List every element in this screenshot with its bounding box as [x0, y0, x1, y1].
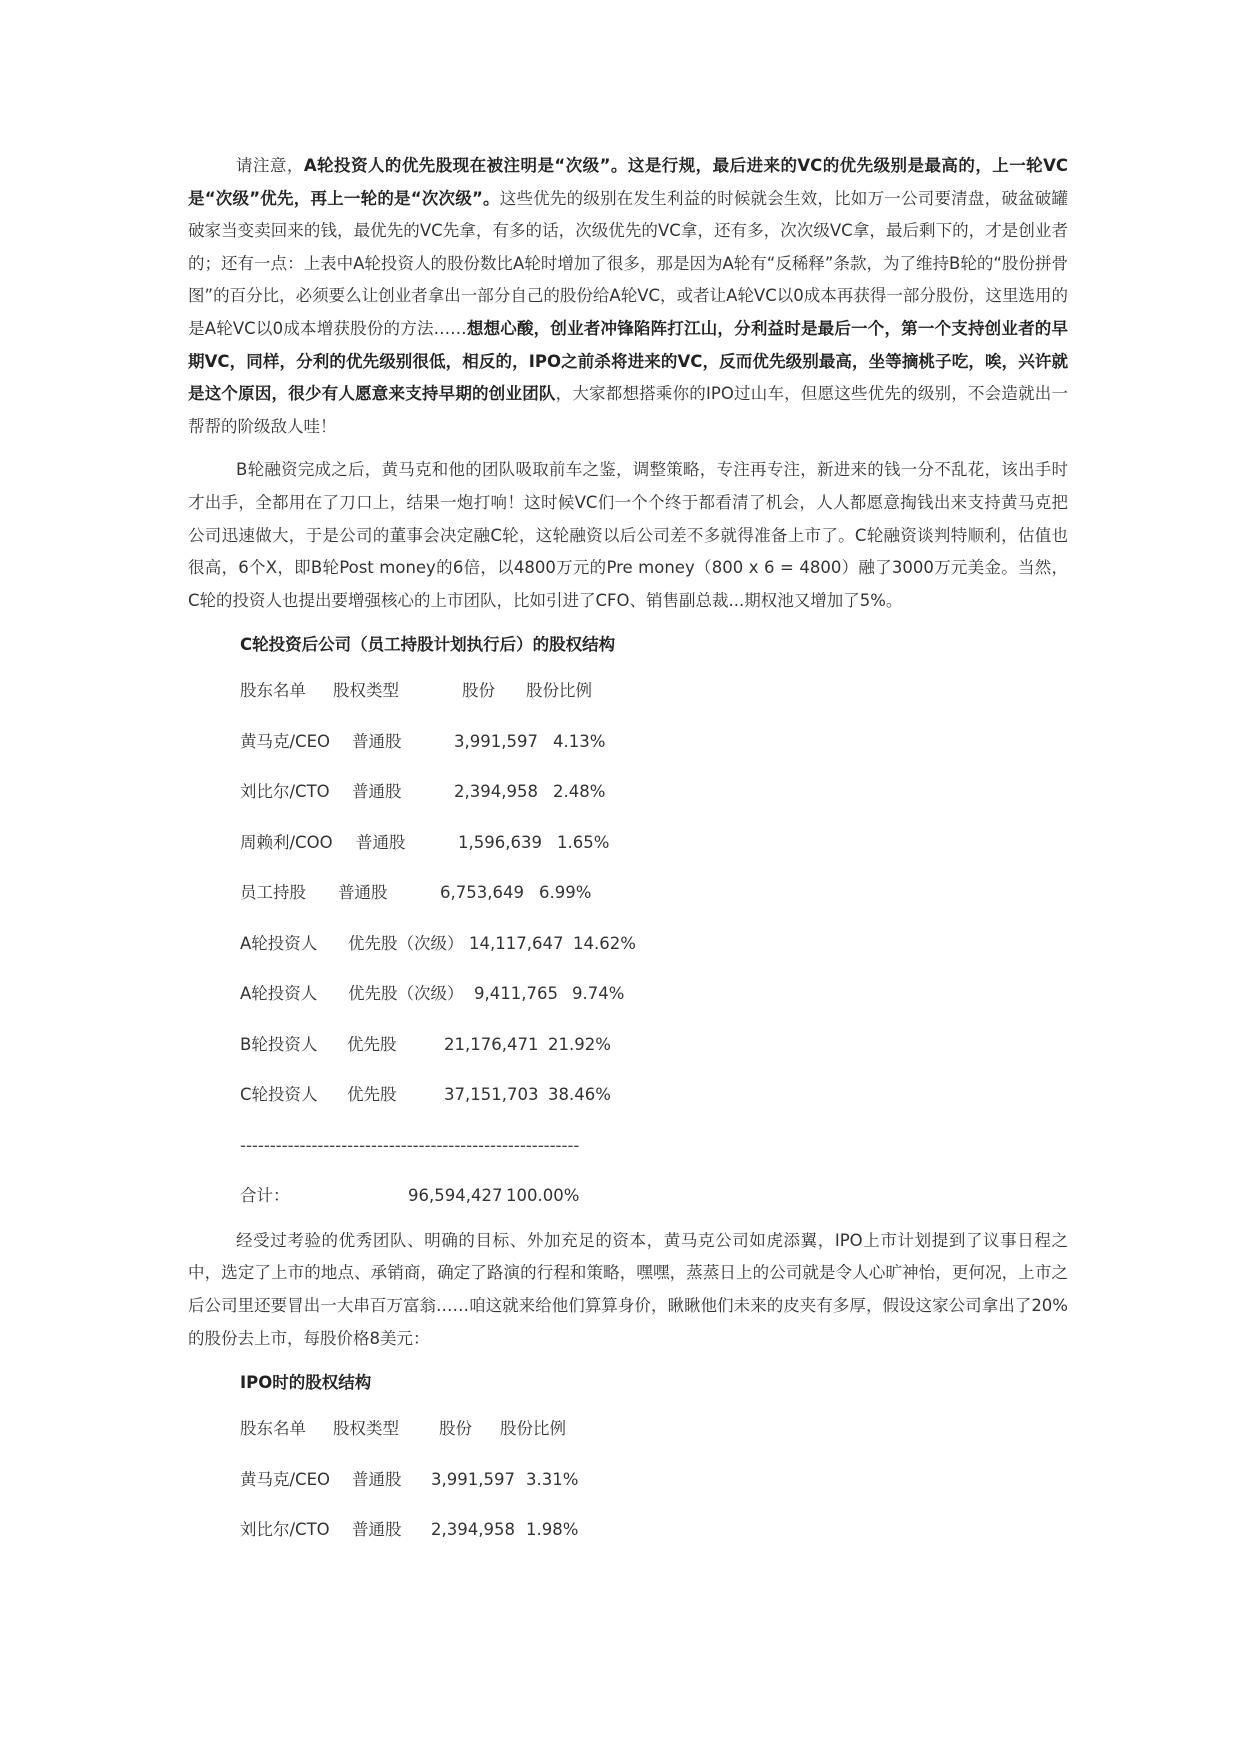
bold-text: A轮投资人的优先股现在被注明是“次级”。这是行规，最后进来的VC的优先级别是最高的，上一轮VC是“次级”优先，再上一轮的是“次次级”。: [188, 156, 1069, 208]
cell-type: 优先股（次级）: [348, 984, 464, 1004]
table-divider: [240, 1114, 1068, 1165]
paragraph-ipo-plan: 经受过考验的优秀团队、明确的目标、外加充足的资本，黄马克公司如虎添翼，IPO上市计划提到了议事日程之中，选定了上市的地点、承销商，确定了路演的行程和策略，嘿嘿，蒸蒸日上的公司就是令人心旷神怡，更何况，上市之后公司里还要冒出一大串百万富翁……咱这就来给他们算算身价，瞅瞅他们未来的皮夹有多厚，假设这家公司拿出了20%的股份去上市，每股价格8美元：: [188, 1230, 1068, 1348]
cell-holder: 黄马克/CEO: [240, 731, 330, 751]
paragraph-text: ，大家都想搭乘你的IPO过山车，但愿这些优先的级别，不会造就出一帮帮的阶级敌人哇！: [188, 384, 1069, 436]
paragraph-text: 这些优先的级别在发生利益的时候就会生效，比如万一公司要清盘，破盆破罐破家当变卖回来的钱，最优先的VC先拿，有多的话，次级优先的VC拿，还有多，次次级VC拿，最后剩下的，才是创业者的；还有一点：上表中A轮投资人的股份数比A轮时增加了很多，那是因为A轮有“反稀释”条款，为了维持B轮的“股份拼骨图”的百分比，必须要么让创业者拿出一部分自己的股份给A轮VC，或者让A轮VC以0成本再获得一部分股份，这里选用的是A轮VC以0成本增获股份的方法……: [188, 188, 1068, 338]
cap-table-c: [240, 631, 1068, 1215]
cap-table-ipo: [240, 1369, 1068, 1549]
cell-percent: 3.31%: [526, 1469, 579, 1489]
column-header: 股份: [462, 681, 495, 701]
column-header: 股东名单: [240, 1419, 306, 1439]
table-title: IPO时的股权结构: [240, 1373, 372, 1393]
cell-holder: 黄马克/CEO: [240, 1469, 330, 1489]
cell-type: 普通股: [352, 1520, 402, 1540]
document-page: [188, 150, 1068, 1549]
cell-percent: 4.13%: [553, 731, 606, 751]
cell-percent: 9.74%: [572, 984, 625, 1004]
cell-holder: B轮投资人: [240, 1034, 318, 1054]
table-row: [240, 760, 1068, 811]
cell-type: 普通股: [338, 883, 388, 903]
cell-shares: 2,394,958: [454, 782, 538, 802]
table-row: [240, 1063, 1068, 1114]
cell-percent: 1.65%: [557, 832, 610, 852]
cell-shares: 3,991,597: [454, 731, 538, 751]
cell-type: 优先股: [347, 1034, 397, 1054]
cell-holder: 员工持股: [240, 883, 306, 903]
table-row: [240, 1448, 1068, 1499]
cell-holder: A轮投资人: [240, 984, 318, 1004]
table-row: [240, 861, 1068, 912]
column-header: 股份比例: [500, 1419, 566, 1439]
column-header: 股权类型: [333, 681, 399, 701]
cell-type: 普通股: [356, 832, 406, 852]
cell-shares: 9,411,765: [474, 984, 558, 1004]
cell-shares: 14,117,647: [469, 933, 564, 953]
table-total-row: [240, 1164, 1068, 1215]
cell-holder: A轮投资人: [240, 933, 318, 953]
column-header: 股份比例: [526, 681, 592, 701]
cell-percent: 38.46%: [548, 1085, 611, 1105]
table-row: [240, 811, 1068, 862]
paragraph-text: 请注意，: [236, 156, 304, 175]
cell-holder: 周赖利/COO: [240, 832, 333, 852]
cell-shares: 6,753,649: [440, 883, 524, 903]
table-row: [240, 1498, 1068, 1549]
column-header: 股份: [439, 1419, 472, 1439]
cell-holder: 刘比尔/CTO: [240, 782, 330, 802]
table-header-row: [240, 659, 1068, 710]
total-label: 合计：: [240, 1186, 290, 1206]
table-row: [240, 1013, 1068, 1064]
total-percent: 100.00%: [506, 1186, 580, 1206]
cell-type: 普通股: [352, 1469, 402, 1489]
column-header: 股权类型: [333, 1419, 399, 1439]
cell-percent: 6.99%: [539, 883, 592, 903]
cell-type: 优先股（次级）: [348, 933, 464, 953]
cell-percent: 2.48%: [553, 782, 606, 802]
cell-shares: 2,394,958: [431, 1520, 515, 1540]
cell-holder: C轮投资人: [240, 1085, 318, 1105]
bold-text: 想想心酸，创业者冲锋陷阵打江山，分利益时是最后一个，第一个支持创业者的早期VC，同样，分利的优先级别很低，相反的，IPO之前杀将进来的VC，反而优先级别最高，坐等摘桃子吃，唉，兴许就是这个原因，很少有人愿意来支持早期的创业团队: [188, 318, 1069, 404]
cell-type: 普通股: [352, 731, 402, 751]
paragraph-round-c: B轮融资完成之后，黄马克和他的团队吸取前车之鉴，调整策略，专注再专注，新进来的钱一分不乱花，该出手时才出手，全都用在了刀口上，结果一炮打响！这时候VC们一个个终于都看清了机会，人人都愿意掏钱出来支持黄马克把公司迅速做大，于是公司的董事会决定融C轮，这轮融资以后公司差不多就得准备上市了。C轮融资谈判特顺利，估值也很高，6个X，即B轮Post money的6倍，以4800万元的Pre money（800 x 6 = 4800）融了3000万元美金。当然，C轮的投资人也提出要增强核心的上市团队，比如引进了CFO、销售副总裁...期权池又增加了5%。: [188, 460, 1068, 610]
cell-shares: 21,176,471: [444, 1034, 539, 1054]
cell-shares: 1,596,639: [458, 832, 542, 852]
cell-holder: 刘比尔/CTO: [240, 1520, 330, 1540]
cell-shares: 37,151,703: [444, 1085, 539, 1105]
table-row: [240, 962, 1068, 1013]
table-title: C轮投资后公司（员工持股计划执行后）的股权结构: [240, 635, 616, 655]
cell-type: 普通股: [352, 782, 402, 802]
table-header-row: [240, 1397, 1068, 1448]
cell-percent: 14.62%: [573, 933, 636, 953]
cell-type: 优先股: [347, 1085, 397, 1105]
paragraph-priority-note: [188, 150, 1068, 443]
cell-shares: 3,991,597: [431, 1469, 515, 1489]
divider-line: ---------------------------------------------------------: [240, 1135, 580, 1155]
column-header: 股东名单: [240, 681, 306, 701]
cell-percent: 1.98%: [526, 1520, 579, 1540]
cell-percent: 21.92%: [548, 1034, 611, 1054]
table-row: [240, 912, 1068, 963]
total-shares: 96,594,427: [408, 1186, 503, 1206]
table-row: [240, 710, 1068, 761]
